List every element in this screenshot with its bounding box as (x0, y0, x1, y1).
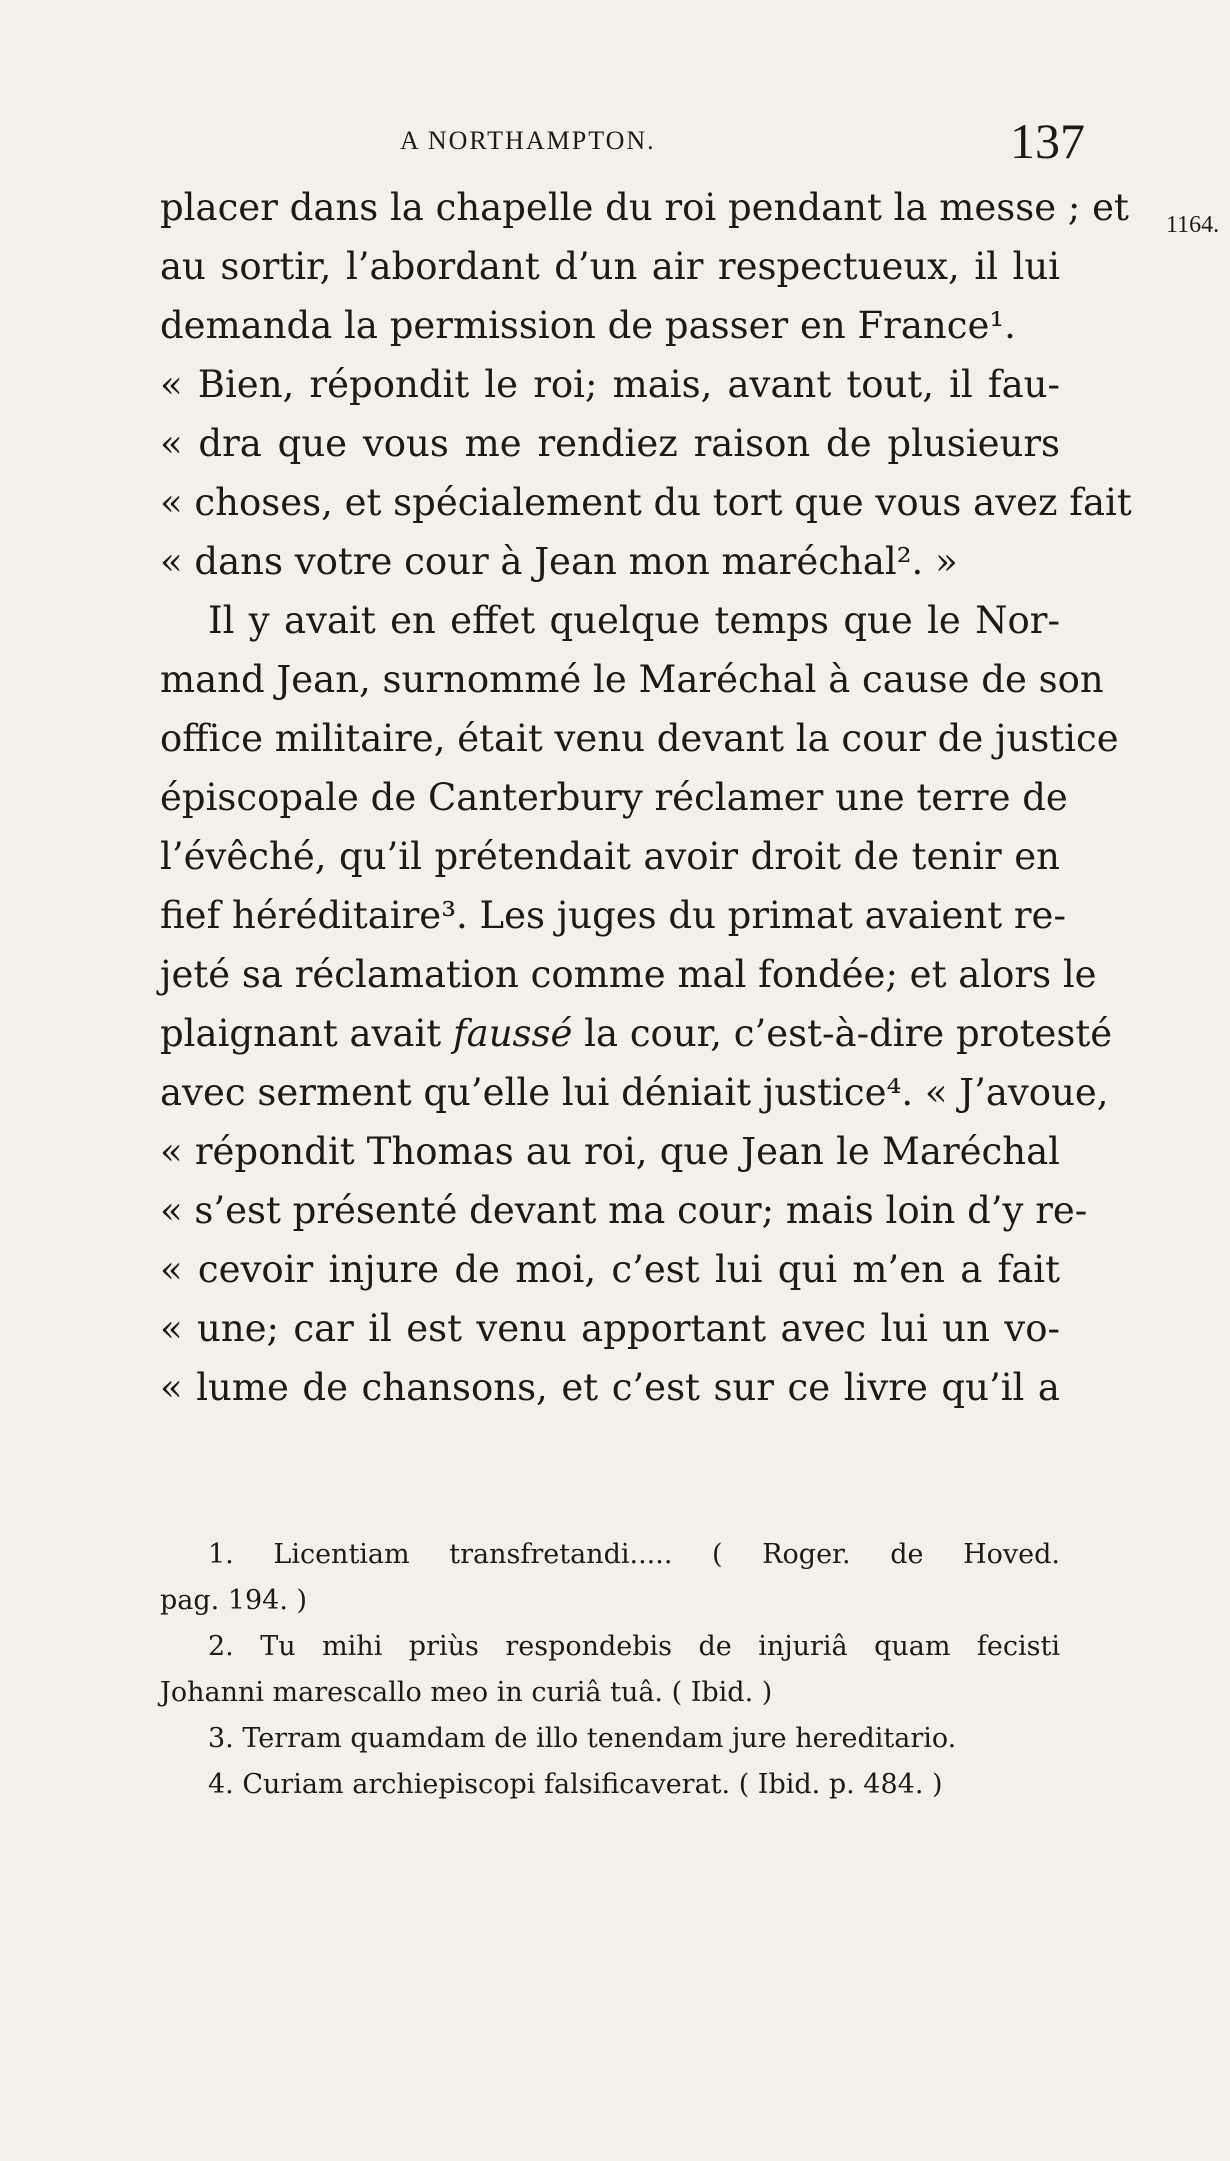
text-line-with-italic (160, 1004, 1113, 1063)
text-segment: la cour, c’est-à-dire protesté (572, 1012, 1113, 1055)
text-line: demanda la permission de passer en France¹. (160, 304, 1016, 347)
text-line: « dra que vous me rendiez raison de plusieurs (160, 422, 1060, 465)
page-header (0, 112, 1230, 172)
text-line: placer dans la chapelle du roi pendant la messe ; et (160, 186, 1129, 229)
text-line: « s’est présenté devant ma cour; mais loin d’y re- (160, 1189, 1088, 1232)
footnote-line: 1. Licentiam transfretandi..... ( Roger. de Hoved. (208, 1539, 1060, 1570)
footnote-line: 3. Terram quamdam de illo tenendam jure hereditario. (208, 1723, 957, 1754)
text-line: « choses, et spécialement du tort que vous avez fait (160, 481, 1132, 524)
text-line: jeté sa réclamation comme mal fondée; et alors le (160, 953, 1097, 996)
text-line: au sortir, l’abordant d’un air respectueux, il lui (160, 245, 1060, 288)
text-line: « Bien, répondit le roi; mais, avant tout, il fau- (160, 363, 1060, 406)
footnote-line: Johanni marescallo meo in curiâ tuâ. ( Ibid. ) (160, 1677, 773, 1708)
text-line: « cevoir injure de moi, c’est lui qui m’en a fait (160, 1248, 1060, 1291)
text-line: épiscopale de Canterbury réclamer une terre de (160, 776, 1068, 819)
footnotes (160, 1532, 1060, 1808)
footnote-line: 2. Tu mihi priùs respondebis de injuriâ quam fecisti (208, 1631, 1060, 1662)
text-line: fief héréditaire³. Les juges du primat avaient re- (160, 894, 1066, 937)
running-title: A NORTHAMPTON. (400, 126, 656, 155)
text-line: « lume de chansons, et c’est sur ce livre qu’il a (160, 1366, 1060, 1409)
text-line: office militaire, était venu devant la cour de justice (160, 717, 1119, 760)
text-segment: plaignant avait (160, 1012, 453, 1055)
footnote-line: pag. 194. ) (160, 1585, 308, 1616)
page-number: 137 (1010, 113, 1085, 169)
margin-year-note: 1164. (1166, 212, 1220, 238)
text-line: Il y avait en effet quelque temps que le Nor- (208, 599, 1060, 642)
text-line: « dans votre cour à Jean mon maréchal². » (160, 540, 958, 583)
footnote-line: 4. Curiam archiepiscopi falsificaverat. ( Ibid. p. 484. ) (208, 1769, 943, 1800)
main-text (160, 178, 1132, 1417)
text-line: mand Jean, surnommé le Maréchal à cause de son (160, 658, 1104, 701)
text-line: avec serment qu’elle lui déniait justice⁴. « J’avoue, (160, 1071, 1109, 1114)
text-line: l’évêché, qu’il prétendait avoir droit de tenir en (160, 835, 1060, 878)
text-line: « une; car il est venu apportant avec lui un vo- (160, 1307, 1060, 1350)
text-line: « répondit Thomas au roi, que Jean le Maréchal (160, 1130, 1060, 1173)
italic-term: faussé (452, 1012, 573, 1055)
